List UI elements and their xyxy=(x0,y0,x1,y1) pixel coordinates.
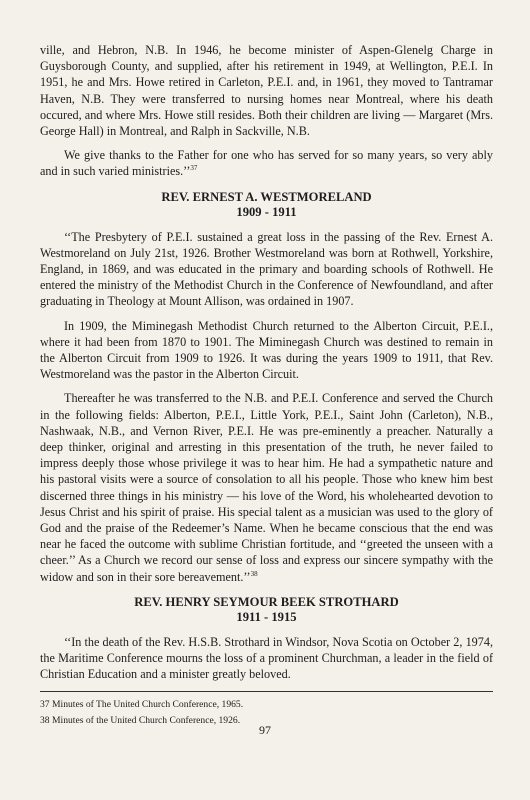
thanks-paragraph xyxy=(40,147,493,179)
westmoreland-paragraph-3-text: Thereafter he was transferred to the N.B. and P.E.I. Conference and served the Church in the following fields: Alberton, P.E.I., Little York, P.E.I., Saint John (Carleton), N.B., Nashwaak, N.B., and Vernon River, P.E.I. He was pre-eminently a preacher. Naturally a deep thinker, original and arresting in this presentation of the truth, he never failed to impress deeply those whose privilege it was to hear him. He had a sympathetic nature and his pastoral visits were a source of consolation to all his people. Those who knew him best discerned three things in his ministry — his love of the Word, his wholehearted devotion to Jesus Christ and his spirit of praise. His special talent as a musician was used to the glory of God and the praise of the Redeemer’s Name. When he became conscious that the end was near he faced the outcome with sublime Christian fortitude, and ‘‘greeted the unseen with a cheer.’’ As a Church we record our sense of loss and express our sincere sympathy with the widow and son in their sore bereavement.’’ xyxy=(40,391,493,584)
section-heading-strothard xyxy=(40,595,493,626)
section-heading-westmoreland xyxy=(40,190,493,221)
page-number: 97 xyxy=(259,723,271,737)
strothard-paragraph-1: ‘‘In the death of the Rev. H.S.B. Strothard in Windsor, Nova Scotia on October 2, 1974, the Maritime Conference mourns the loss of a prominent Churchman, a leader in the field of Christian Education and a minister greatly beloved. xyxy=(40,634,493,682)
section-title-strothard: REV. HENRY SEYMOUR BEEK STROTHARD xyxy=(134,594,399,609)
westmoreland-paragraph-3 xyxy=(40,390,493,584)
thanks-text: We give thanks to the Father for one who has served for so many years, so very ably and in such varied ministries.’’ xyxy=(40,148,493,179)
footnote-divider xyxy=(40,691,493,692)
section-title-westmoreland: REV. ERNEST A. WESTMORELAND xyxy=(161,189,372,204)
section-years-westmoreland: 1909 - 1911 xyxy=(236,205,297,220)
westmoreland-paragraph-2: In 1909, the Miminegash Methodist Church returned to the Alberton Circuit, P.E.I., where it had been from 1870 to 1901. The Miminegash Church was destined to remain in the Alberton Circuit from 1909 to 1926. It was during the years 1909 to 1911, that Rev. Westmoreland was the pastor in the Alberton Circuit. xyxy=(40,318,493,382)
westmoreland-paragraph-1: ‘‘The Presbytery of P.E.I. sustained a great loss in the passing of the Rev. Ernest A. Westmoreland on July 21st, 1926. Brother Westmoreland was born at Rothwell, Yorkshire, England, in 1869, and was educated in the primary and boarding schools of Rothwell. He entered the ministry of the Methodist Church in the Conference of Newfoundland, and after graduating in Theology at Mount Allison, was ordained in 1907. xyxy=(40,229,493,309)
continued-paragraph: ville, and Hebron, N.B. In 1946, he become minister of Aspen-Glenelg Charge in Guysborough County, and supplied, after his retirement in 1949, at Wellington, P.E.I. In 1951, he and Mrs. Howe retired in Carleton, P.E.I. and, in 1961, they moved to Tantramar Haven, N.B. They were transferred to nursing homes near Montreal, where his death occured, and where Mrs. Howe still resides. Both their children are living — Margaret (Mrs. George Hall) in Montreal, and Ralph in Sackville, N.B. xyxy=(40,43,493,139)
footnote-38: 38 Minutes of the United Church Conference, 1926. xyxy=(40,714,241,726)
section-years-strothard: 1911 - 1915 xyxy=(236,610,297,625)
footnote-ref-38: 38 xyxy=(250,569,258,578)
footnote-37: 37 Minutes of The United Church Conference, 1965. xyxy=(40,698,244,710)
footnote-ref-37: 37 xyxy=(190,164,198,173)
